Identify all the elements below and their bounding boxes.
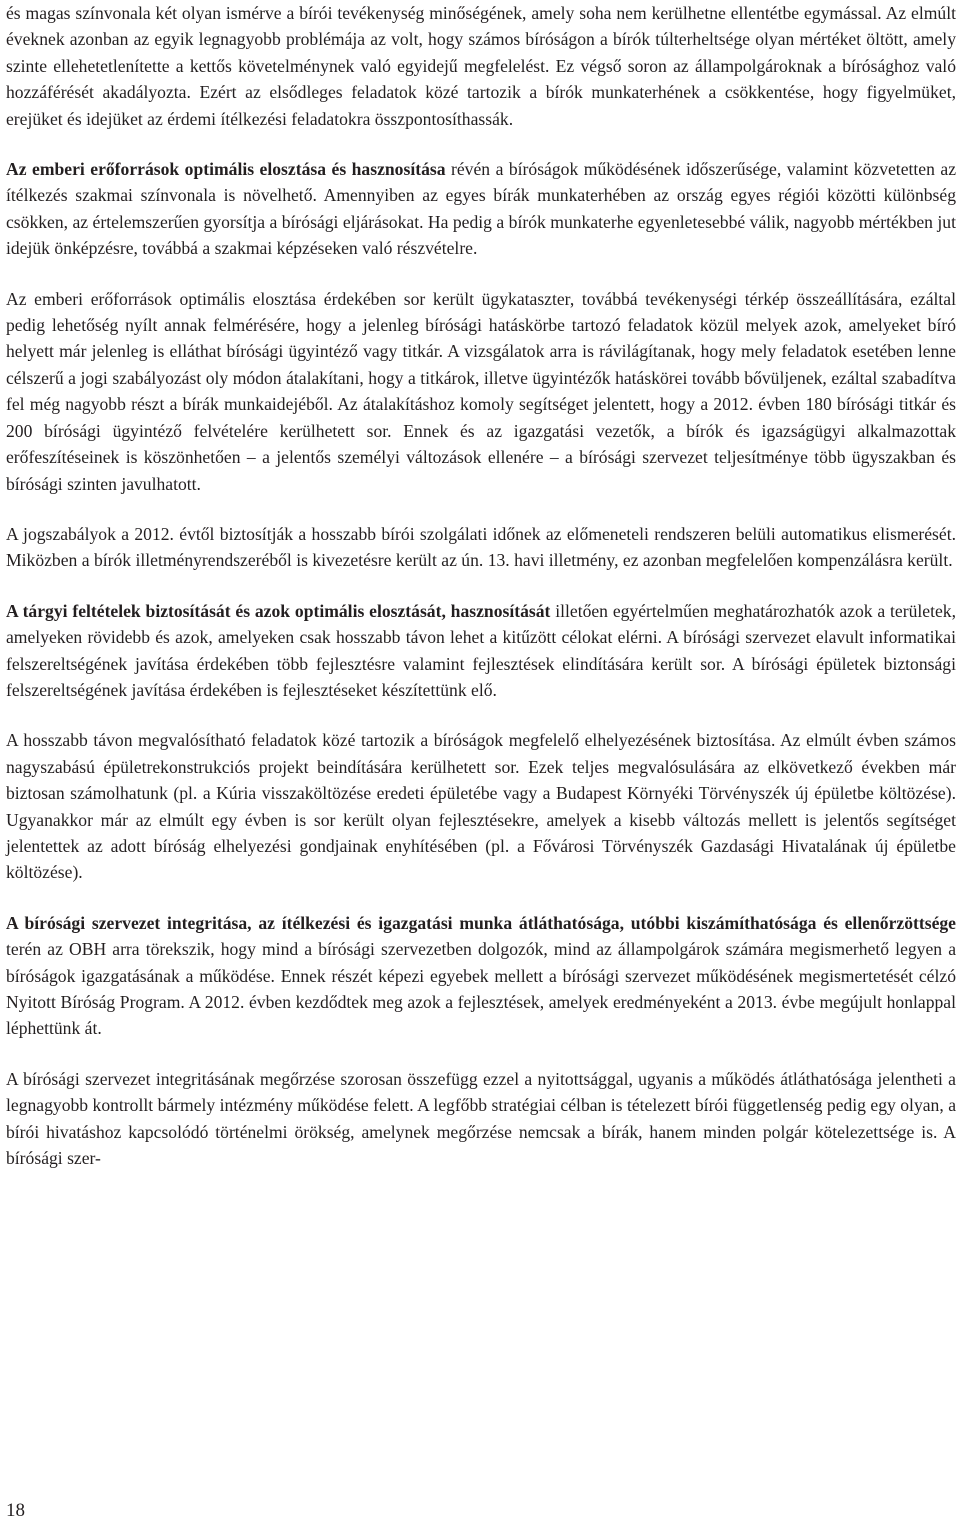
paragraph-7-lead: A bírósági szervezet integritása, az ítélkezési és igazgatási munka átláthatósága, utóbbi kiszámíthatósága és ellenőrzöttsége xyxy=(6,912,956,933)
paragraph-6-text: A hosszabb távon megvalósítható feladatok közé tartozik a bíróságok megfelelő elhelyezésének biztosítása. Az elmúlt évben számos nagyszabású épületrekonstrukciós projekt beindítására kerülhetett sor. Ezek teljes megvalósulására az elkövetkező években már biztosan számolhatunk (pl. a Kúria visszaköltözése eredeti épületébe vagy a Budapest Környéki Törvényszék új épületbe költözése). Ugyanakkor már az elmúlt egy évben is sor került olyan fejlesztésekre, amelyek a kisebb változás mellett is jelentős segítséget jelentettek az adott bíróság elhelyezési gondjainak enyhítésében (pl. a Fővárosi Törvényszék Gazdasági Hivatalának új épületbe költözése). xyxy=(6,730,956,883)
document-page xyxy=(6,0,956,1171)
paragraph-4-text: A jogszabályok a 2012. évtől biztosítják a hosszabb bírói szolgálati időnek az előmeneteli rendszeren belüli automatikus elismerését. Miközben a bírók illetményrendszeréből is kivezetésre került az ún. 13. havi illetmény, ez azonban megfelelően kompenzálásra került. xyxy=(6,523,956,571)
paragraph-3-text: Az emberi erőforrások optimális elosztása érdekében sor került ügykataszter, továbbá tevékenységi térkép összeállítására, ezáltal pedig lehetőség nyílt annak felmérésére, hogy a jelenleg bírósági hatáskörbe tartozó feladatok közül melyek azok, amelyeket bíró helyett már jelenleg is elláthat bírósági ügyintéző vagy titkár. A vizsgálatok arra is rávilágítanak, hogy mely feladatok esetében lenne célszerű a jogi szabályozást oly módon átalakítani, hogy a titkárok, illetve ügyintézők hatáskörei tovább bővüljenek, ezáltal szabadítva fel még nagyobb részt a bírák munkaidejéből. Az átalakításhoz komoly segítséget jelentett, hogy a 2012. évben 180 bírósági titkár és 200 bírósági ügyintéző felvételére kerülhetett sor. Ennek és az igazgatási vezetők, a bírók és igazságügyi alkalmazottak erőfeszítéseinek is köszönhetően – a jelentős személyi változások ellenére – a bírósági szervezet teljesítménye több ügyszakban és bírósági szinten javulhatott. xyxy=(6,288,956,494)
paragraph-5 xyxy=(6,598,956,704)
paragraph-1 xyxy=(6,0,956,132)
paragraph-8-text: A bírósági szervezet integritásának megőrzése szorosan összefügg ezzel a nyitottsággal, ugyanis a működés átláthatósága jelentheti a legnagyobb kontrollt bármely intézmény működése felett. A legfőbb stratégiai célban is tételezett bírói függetlenség pedig egy olyan, a bírói hivatáshoz kapcsolódó történelmi örökség, amelynek megőrzése nemcsak a bírák, hanem minden polgár kötelezettsége is. A bírósági szer- xyxy=(6,1068,956,1169)
paragraph-5-text: illetően egyértelműen meghatározhatók azok a területek, amelyeken rövidebb és azok, amelyeken csak hosszabb távon lehet a kitűzött célokat elérni. A bírósági szervezet elavult informatikai felszereltségének javítása érdekében több fejlesztésre valamint fejlesztések elindítására került sor. A bírósági épületek biztonsági felszereltségének javítása érdekében is fejlesztéseket készítettünk elő. xyxy=(6,600,956,700)
paragraph-6 xyxy=(6,727,956,885)
page-number: 18 xyxy=(6,1500,25,1521)
paragraph-gap xyxy=(6,132,956,156)
paragraph-1-text: és magas színvonala két olyan ismérve a bírói tevékenység minőségének, amely soha nem kerülhetne ellentétbe egymással. Az elmúlt éveknek azonban az egyik legnagyobb problémája az volt, hogy számos bíróságon a bírók túlterheltsége olyan mértéket öltött, amely szinte ellehetetlenítette a kettős követelménynek való egyidejű megfelelést. Ez végső soron az állampolgároknak a bírósághoz való hozzáférését akadályozta. Ezért az elsődleges feladatok közé tartozik a bírók munkaterhének a csökkentése, hogy figyelmüket, erejüket és idejüket az érdemi ítélkezési feladatokra összpontosíthassák. xyxy=(6,3,956,129)
paragraph-gap xyxy=(6,497,956,521)
paragraph-gap xyxy=(6,703,956,727)
paragraph-gap xyxy=(6,574,956,598)
paragraph-5-lead: A tárgyi feltételek biztosítását és azok optimális elosztását, hasznosítását xyxy=(6,600,551,621)
paragraph-gap xyxy=(6,1042,956,1066)
paragraph-7-text: terén az OBH arra törekszik, hogy mind a bírósági szervezetben dolgozók, mind az állampolgárok számára megismerhető legyen a bíróságok igazgatásának a működése. Ennek részét képezi egyebek mellett a bírósági szervezet működésének megismertetését célzó Nyitott Bíróság Program. A 2012. évben kezdődtek meg azok a fejlesztések, amelyek eredményeként a 2013. évbe megújult honlappal léphettünk át. xyxy=(6,939,956,1039)
paragraph-8 xyxy=(6,1066,956,1172)
paragraph-gap xyxy=(6,262,956,286)
paragraph-7 xyxy=(6,910,956,1042)
paragraph-3 xyxy=(6,286,956,497)
paragraph-4 xyxy=(6,521,956,574)
paragraph-gap xyxy=(6,886,956,910)
paragraph-2-text: révén a bíróságok működésének időszerűsége, valamint közvetetten az ítélkezés szakmai színvonala is növelhető. Amennyiben az egyes bírák munkaterhében az ország egyes régiói közötti különbség csökken, az értelemszerűen gyorsítja a bírósági eljárásokat. Ha pedig a bírók munkaterhe egyenletesebbé válik, nagyobb mértékben jut idejük önképzésre, továbbá a szakmai képzéseken való részvételre. xyxy=(6,159,956,259)
paragraph-2 xyxy=(6,156,956,262)
paragraph-2-lead: Az emberi erőforrások optimális elosztása és hasznosítása xyxy=(6,159,446,180)
